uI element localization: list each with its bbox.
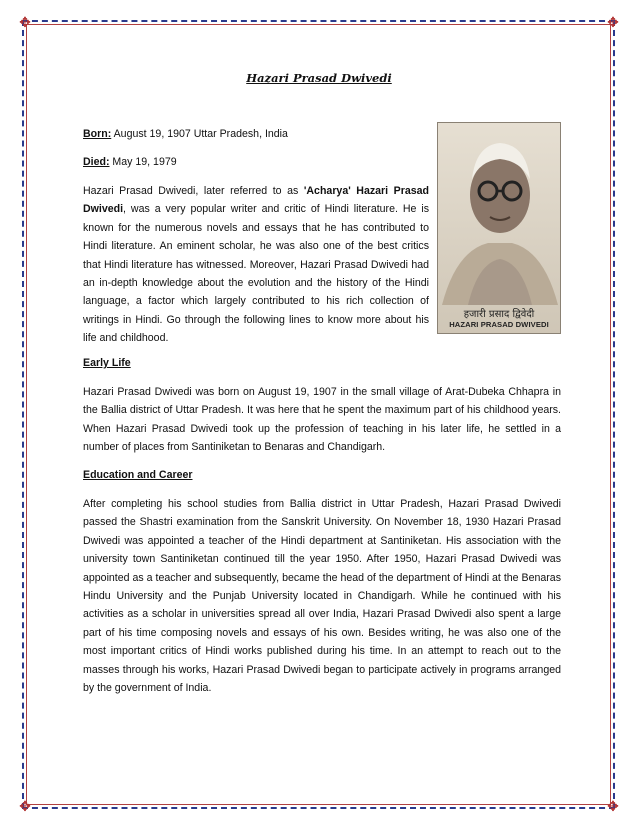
corner-ornament-icon: ✥	[607, 15, 619, 31]
caption-hindi: हजारी प्रसाद द्विवेदी	[463, 309, 535, 320]
caption-english: HAZARI PRASAD DWIVEDI	[449, 320, 549, 329]
born-value: August 19, 1907 Uttar Pradesh, India	[111, 128, 288, 140]
intro-bold-name: 'Acharya' Hazari Prasad Dwivedi	[83, 185, 429, 216]
born-line	[83, 125, 288, 143]
education-heading: Education and Career	[83, 469, 193, 481]
intro-text-start: Hazari Prasad Dwivedi, later referred to as	[83, 185, 304, 197]
education-paragraph: After completing his school studies from Ballia district in Uttar Pradesh, Hazari Prasad Dwivedi passed the Shastri examination from the Sanskrit University. On November 18, 1930 Hazari Prasad Dwivedi was appointed a teacher of the Hindi department at Santiniketan. His association with the university town Santiniketan continued till the year 1950. After 1950, Hazari Prasad Dwivedi was appointed as a teacher and subsequently, became the head of the department of Hindi at the Benaras Hindu University and the Punjab University located in Chandigarh. While he continued with his activities as a scholar in universities spread all over India, Hazari Prasad Dwivedi also spent a large part of his time composing novels and essays of his own. Besides writing, he was also one of the most important critics of Hindi works published during his time. In an attempt to reach out to the masses through his works, Hazari Prasad Dwivedi began to participate actively in programs arranged by the government of India.	[83, 498, 561, 695]
early-life-heading: Early Life	[83, 357, 131, 369]
died-label: Died:	[83, 156, 110, 168]
corner-ornament-icon: ✥	[19, 15, 31, 31]
portrait-image	[438, 123, 561, 334]
intro-text-end: , was a very popular writer and critic of Hindi literature. He is known for the numerous novels and essays that he has contributed to Hindi literature. An eminent scholar, he was also one of the best critics that Hindi literature has witnessed. Moreover, Hazari Prasad Dwivedi had an in-depth knowledge about the evolution and the history of the Hindi language, a factor which largely contributed to his rich collection of writings in Hindi. Go through the following lines to know more about his life and childhood.	[83, 203, 429, 345]
early-life-paragraph: Hazari Prasad Dwivedi was born on August 19, 1907 in the small village of Arat-Dubeka Chhapra in the Ballia district of Uttar Pradesh. It was here that he spent the maximum part of his childhood years. When Hazari Prasad Dwivedi took up the profession of teaching in his later life, he settled in a number of places from Santiniketan to Benaras and Chandigarh.	[83, 386, 561, 454]
page-title: Hazari Prasad Dwivedi	[246, 71, 392, 85]
corner-ornament-icon: ✥	[607, 799, 619, 815]
section-heading-education	[83, 466, 193, 484]
died-value: May 19, 1979	[109, 156, 177, 168]
section-heading-early-life	[83, 354, 131, 372]
corner-ornament-icon: ✥	[19, 799, 31, 815]
intro-paragraph	[83, 182, 429, 348]
portrait-caption	[438, 306, 560, 329]
portrait-photo	[437, 122, 561, 334]
died-line	[83, 153, 177, 171]
born-label: Born:	[83, 128, 112, 140]
